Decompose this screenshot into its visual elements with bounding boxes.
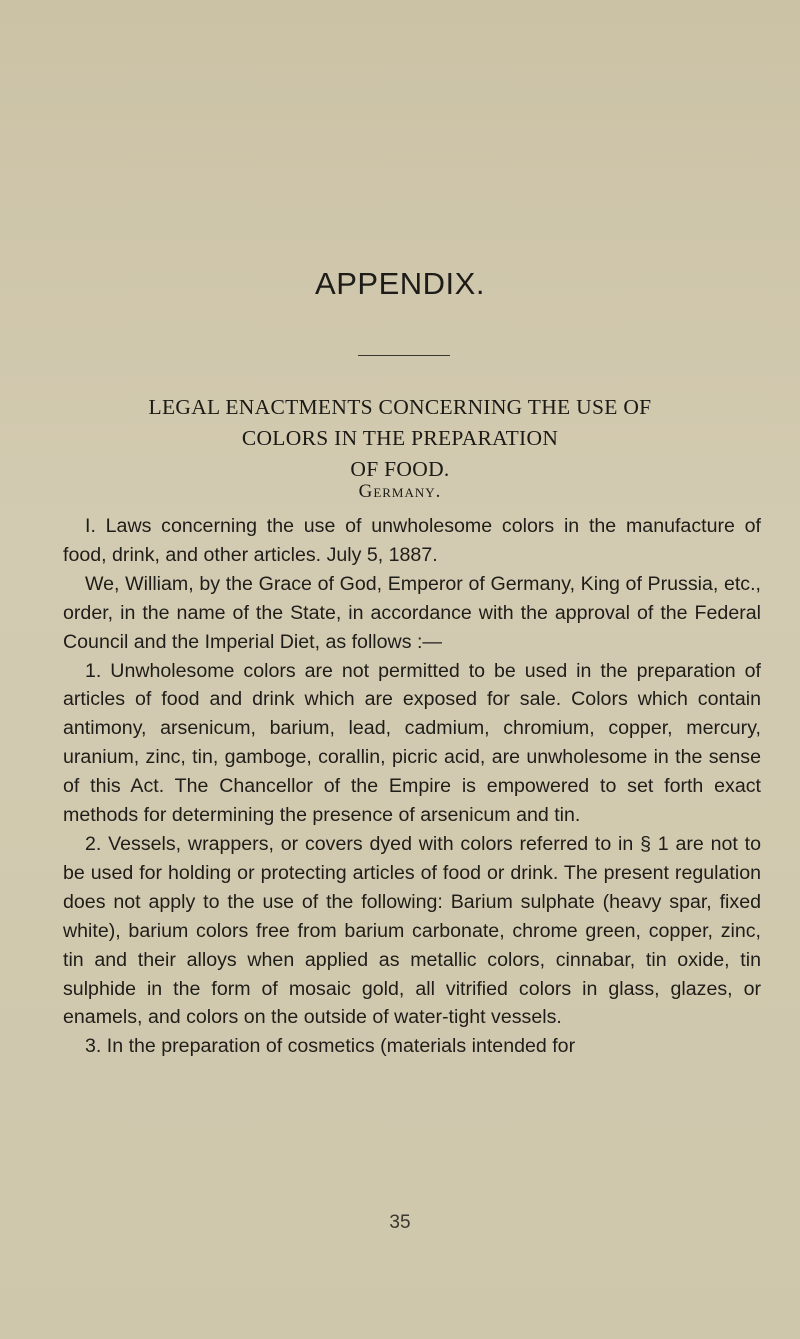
paragraph-decree: We, William, by the Grace of God, Emperor of Germany, King of Prussia, etc., order, in the name of the State, in accordance with the approval of the Federal Council and the Imperial Diet, as follows :— — [63, 572, 761, 653]
heading-line-3: OF FOOD. — [350, 457, 450, 481]
section-country: Germany. — [358, 481, 442, 502]
body-text — [63, 512, 761, 1061]
chapter-heading — [40, 392, 760, 485]
paragraph-section-1: 1. Unwholesome colors are not permitted to be used in the preparation of articles of food and drink which are exposed for sale. Colors which contain antimony, arsenicum, barium, lead, cadmium, chromium, copper, mercury, uranium, zinc, tin, gamboge, corallin, picric acid, are unwholesome in the sense of this Act. The Chancellor of the Empire is empowered to set forth exact methods for determining the presence of arsenicum and tin. — [63, 659, 761, 827]
page-number: 35 — [389, 1212, 411, 1233]
appendix-title: APPENDIX. — [315, 266, 485, 301]
title-divider — [358, 355, 450, 356]
paragraph-laws: I. Laws concerning the use of unwholesome colors in the manufacture of food, drink, and other articles. July 5, 1887. — [63, 515, 761, 566]
heading-line-1: LEGAL ENACTMENTS CONCERNING THE USE OF — [148, 395, 652, 419]
paragraph-section-3: 3. In the preparation of cosmetics (materials intended for — [85, 1035, 576, 1058]
heading-line-2: COLORS IN THE PREPARATION — [241, 426, 559, 450]
paragraph-section-2: 2. Vessels, wrappers, or covers dyed with colors referred to in § 1 are not to be used for holding or protecting articles of food or drink. The present regulation does not apply to the use of the following: Barium sulphate (heavy spar, fixed white), barium colors free from barium carbonate, chrome green, copper, zinc, tin and their alloys when applied as metallic colors, cinnabar, tin oxide, tin sulphide in the form of mosaic gold, all vitrified colors in glass, glazes, or enamels, and colors on the outside of water-tight vessels. — [63, 832, 761, 1029]
